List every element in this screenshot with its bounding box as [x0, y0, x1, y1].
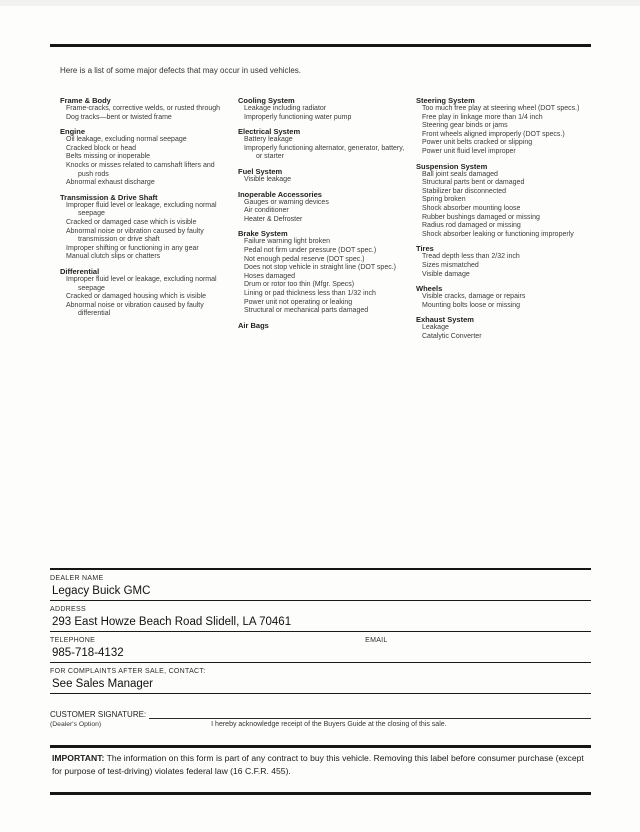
defect-item: Heater & Defroster: [244, 215, 303, 223]
defect-item: Stabilizer bar disconnected: [422, 187, 507, 195]
defect-item: Dog tracks—bent or twisted frame: [66, 113, 172, 121]
defect-item: Pedal not firm under pressure (DOT spec.): [244, 246, 377, 254]
section-title: Suspension System: [416, 161, 488, 171]
defect-item: Rubber bushings damaged or missing: [422, 213, 540, 221]
section-title: Transmission & Drive Shaft: [60, 192, 158, 202]
defect-item: Gauges or warning devices: [244, 198, 329, 206]
customer-signature-label: CUSTOMER SIGNATURE:: [50, 710, 147, 719]
telephone-label: TELEPHONE: [50, 637, 96, 644]
defect-item: Structural or mechanical parts damaged: [244, 307, 369, 315]
defect-item: Radius rod damaged or missing: [422, 222, 521, 230]
defect-item: Ball joint seals damaged: [422, 170, 498, 178]
defect-item: Does not stop vehicle in straight line (DOT spec.): [244, 264, 396, 272]
scan-edge: [0, 0, 640, 6]
defect-item: Too much free play at steering wheel (DOT specs.): [422, 105, 580, 112]
address-label: ADDRESS: [50, 606, 86, 613]
defect-item: Tread depth less than 2/32 inch: [422, 253, 520, 261]
section-title: Air Bags: [238, 320, 269, 330]
defect-item: Hoses damaged: [244, 272, 295, 280]
important-text: The information on this form is part of any contract to buy this vehicle. Removing this label before consumer purchase (except for purpose of test-driving) violates federal law (16 C.F.R. 455).: [52, 753, 584, 776]
defect-item: Front wheels aligned improperly (DOT specs.): [422, 130, 565, 138]
telephone-email-field: [50, 636, 591, 663]
bottom-rule: [50, 792, 591, 795]
defect-item: Cracked or damaged case which is visible: [66, 218, 197, 226]
defect-item: Cracked block or head: [66, 144, 137, 152]
defect-item: Structural parts bent or damaged: [422, 179, 525, 187]
section-title: Wheels: [416, 284, 443, 294]
defect-item: Drum or rotor too thin (Mfgr. Specs): [244, 281, 355, 289]
defect-column: [238, 96, 416, 341]
defect-column: [60, 96, 238, 341]
section-title: Tires: [416, 244, 434, 254]
defect-item: Improperly functioning alternator, generator, battery, or starter: [244, 144, 405, 161]
telephone-email-labels: [50, 636, 591, 645]
defect-item: Free play in linkage more than 1/4 inch: [422, 113, 543, 121]
defect-item: Battery leakage: [244, 136, 293, 144]
defect-item: Manual clutch slips or chatters: [66, 253, 161, 261]
defect-item: Improper fluid level or leakage, excluding normal seepage: [66, 201, 217, 218]
form-top-rule: [50, 568, 591, 570]
defect-item: Frame-cracks, corrective welds, or rusted through: [66, 105, 221, 112]
defect-item: Shock absorber leaking or functioning improperly: [422, 230, 574, 238]
dealers-option-note: (Dealer's Option): [50, 721, 102, 728]
signature-sub-row: [50, 721, 591, 728]
defect-item: Knocks or misses related to camshaft lifters and push rods: [66, 161, 215, 178]
defect-item: Power unit belts cracked or slipping: [422, 139, 533, 147]
important-top-rule: [50, 745, 591, 748]
defect-item: Belts missing or inoperable: [66, 153, 151, 161]
customer-signature-line: [149, 710, 591, 719]
defect-item: Lining or pad thickness less than 1/32 inch: [244, 289, 376, 297]
section-title: Inoperable Accessories: [238, 189, 322, 199]
dealer-name-value: Legacy Buick GMC: [50, 583, 591, 601]
defect-item: Visible damage: [422, 270, 470, 278]
defect-item: Improper fluid level or leakage, excluding normal seepage: [66, 275, 217, 292]
defect-item: Failure warning light broken: [244, 238, 330, 246]
defect-item: Power unit fluid level improper: [422, 147, 516, 155]
defect-item: Air conditioner: [244, 207, 289, 215]
complaints-label: FOR COMPLAINTS AFTER SALE, CONTACT:: [50, 668, 206, 675]
dealer-name-label: DEALER NAME: [50, 575, 104, 582]
top-rule: [50, 44, 591, 47]
defect-columns: [60, 96, 596, 341]
email-label: EMAIL: [365, 637, 388, 644]
signature-row: [50, 710, 591, 719]
defect-item: Improper shifting or functioning in any gear: [66, 244, 199, 252]
section-title: Engine: [60, 127, 86, 137]
telephone-value: 985-718-4132: [50, 645, 591, 663]
complaints-value: See Sales Manager: [50, 676, 591, 694]
signature-block: [50, 710, 591, 728]
defect-item: Visible cracks, damage or repairs: [422, 293, 526, 301]
defect-item: Leakage including radiator: [244, 105, 327, 112]
section-title: Steering System: [416, 96, 475, 105]
defect-item: Cracked or damaged housing which is visible: [66, 293, 207, 301]
defect-item: Sizes mismatched: [422, 261, 479, 269]
intro-text: Here is a list of some major defects that may occur in used vehicles.: [60, 66, 301, 75]
defect-item: Power unit not operating or leaking: [244, 298, 353, 306]
section-title: Exhaust System: [416, 315, 474, 325]
section-title: Differential: [60, 266, 100, 276]
defect-item: Mounting bolts loose or missing: [422, 301, 521, 309]
acknowledgment-text: I hereby acknowledge receipt of the Buyers Guide at the closing of this sale.: [211, 721, 447, 728]
address-field: [50, 605, 591, 632]
defect-item: Steering gear binds or jams: [422, 122, 508, 130]
section-title: Electrical System: [238, 127, 301, 137]
defect-column: [416, 96, 594, 341]
dealer-form: [50, 574, 591, 728]
defect-item: Catalytic Converter: [422, 332, 482, 340]
section-title: Fuel System: [238, 166, 283, 176]
defect-item: Improperly functioning water pump: [244, 113, 352, 121]
defect-item: Abnormal exhaust discharge: [66, 179, 155, 187]
defect-item: Leakage: [422, 324, 449, 332]
section-title: Brake System: [238, 229, 288, 239]
defect-item: Visible leakage: [244, 175, 291, 183]
defect-item: Not enough pedal reserve (DOT spec.): [244, 255, 365, 263]
address-value: 293 East Howze Beach Road Slidell, LA 70461: [50, 614, 591, 632]
defect-item: Abnormal noise or vibration caused by faulty transmission or drive shaft: [66, 227, 204, 244]
complaints-field: [50, 667, 591, 694]
defect-item: Abnormal noise or vibration caused by faulty differential: [66, 301, 204, 318]
important-notice: [52, 752, 591, 777]
section-title: Frame & Body: [60, 96, 111, 105]
section-title: Cooling System: [238, 96, 295, 105]
defect-item: Shock absorber mounting loose: [422, 204, 521, 212]
important-label: IMPORTANT:: [52, 753, 105, 763]
defect-item: Oil leakage, excluding normal seepage: [66, 136, 187, 144]
defect-item: Spring broken: [422, 196, 466, 204]
dealer-name-field: [50, 574, 591, 601]
